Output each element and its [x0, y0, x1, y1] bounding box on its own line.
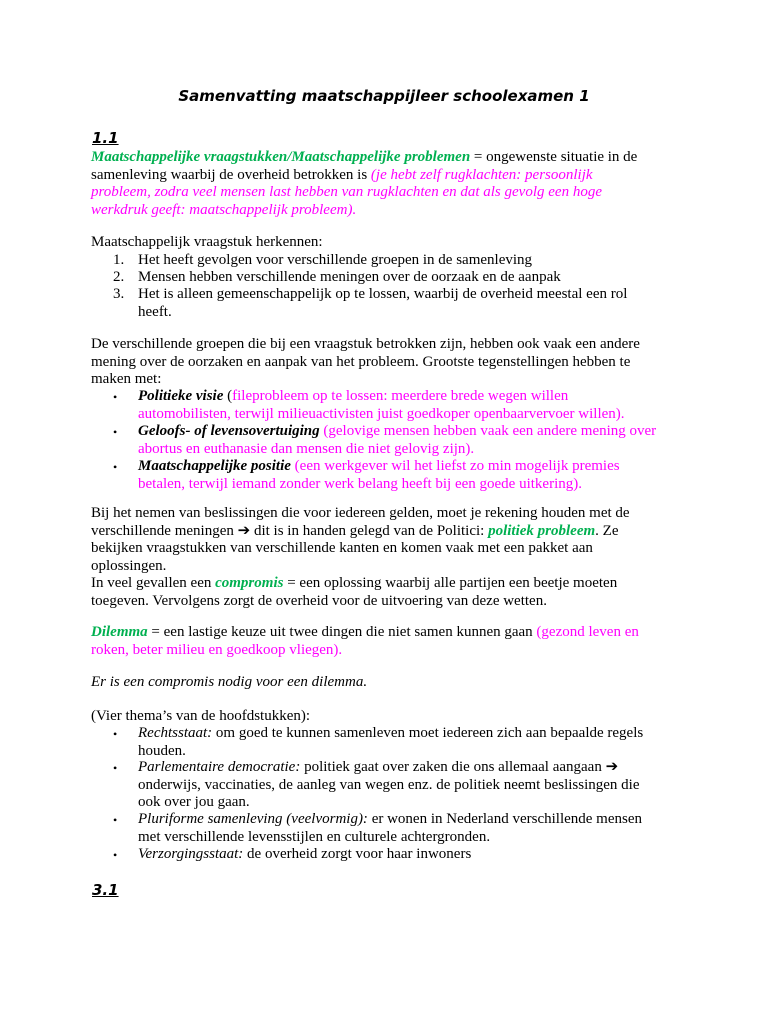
section-heading-1-1: 1.1 [92, 129, 119, 147]
dilemma-paragraph: Dilemma = een lastige keuze uit twee dingen die niet samen kunnen gaan (gezond leven en roken, beter milieu en goedkoop vliegen). [91, 624, 639, 658]
note-line: Er is een compromis nodig voor een dilemma. [91, 674, 368, 690]
list-item: Het heeft gevolgen voor verschillende groepen in de samenleving [138, 252, 533, 268]
bullet: • [113, 390, 118, 404]
list-item: Verzorgingsstaat: de overheid zorgt voor haar inwoners [138, 846, 472, 862]
definition-paragraph: Maatschappelijke vraagstukken/Maatschappelijke problemen = ongewenste situatie in de samenleving waarbij de overheid betrokken is (je hebt zelf rugklachten: persoonlijk probleem, zodra veel mensen last hebben van rugklachten en dat als gevolg een hoge werkdruk geeft: maatschappelijk probleem). [91, 149, 638, 218]
list-item: Maatschappelijke positie (een werkgever wil het liefst zo min mogelijk premies betalen, terwijl iemand zonder werk belang heeft bij een goede uitkering). [138, 458, 620, 492]
groups-paragraph: De verschillende groepen die bij een vraagstuk betrokken zijn, hebben ook vaak een andere mening over de oorzaken en aanpak van het probleem. Grootste tegenstellingen hebben te maken met: [91, 336, 640, 387]
term-dilemma: Dilemma [91, 624, 148, 640]
list-number: 2. [113, 269, 125, 285]
list-item: Pluriforme samenleving (veelvormig): er wonen in Nederland verschillende mensen met verschillende levensstijlen en culturele achtergronden. [138, 811, 643, 845]
term-compromis: compromis [215, 575, 284, 591]
list-number: 1. [113, 252, 125, 268]
list-item: Geloofs- of levensovertuiging (gelovige mensen hebben vaak een andere mening over abortus en euthanasie dan mensen die niet gelovig zijn). [138, 423, 657, 457]
list-item: Mensen hebben verschillende meningen over de oorzaak en de aanpak [138, 269, 561, 285]
section-heading-3-1: 3.1 [92, 881, 119, 899]
bullet: • [113, 425, 118, 439]
politics-paragraph: Bij het nemen van beslissingen die voor iedereen gelden, moet je rekening houden met de verschillende meningen ➔ dit is in handen gelegd van de Politici: politiek probleem. Ze bekijken vraagstukken van verschillende kanten en komen vaak met een pakket aan oplossingen. In veel gevallen een compromis = een oplossing waarbij alle partijen een beetje moeten toegeven. Vervolgens zorgt de overheid voor de uitvoering van deze wetten. [91, 505, 630, 609]
list-number: 3. [113, 286, 125, 302]
bullet: • [113, 848, 118, 862]
bullet: • [113, 813, 118, 827]
list-item: Politieke visie (fileprobleem op te lossen: meerdere brede wegen willen automobilisten, terwijl milieuactivisten juist goedkoper openbaarvervoer willen). [138, 388, 625, 422]
recognize-intro: Maatschappelijk vraagstuk herkennen: [91, 234, 323, 250]
list-item: Rechtsstaat: om goed te kunnen samenleven moet iedereen zich aan bepaalde regels houden. [138, 725, 644, 759]
document-title: Samenvatting maatschappijleer schoolexamen 1 [178, 87, 590, 105]
list-item: Parlementaire democratie: politiek gaat over zaken die ons allemaal aangaan ➔ onderwijs, vaccinaties, de aanleg van wegen enz. de politiek neemt beslissingen die ook over jou gaan. [138, 759, 640, 810]
arrow-right-icon: ➔ [237, 522, 251, 539]
bullet: • [113, 727, 118, 741]
bullet: • [113, 761, 118, 775]
term-politiek-probleem: politiek probleem [488, 522, 596, 539]
term-maatschappelijke-vraagstukken: Maatschappelijke vraagstukken/Maatschappelijke problemen [91, 149, 471, 165]
list-item: Het is alleen gemeenschappelijk op te lossen, waarbij de overheid meestal een rol heeft. [138, 286, 628, 320]
bullet: • [113, 460, 118, 474]
themes-intro: (Vier thema’s van de hoofdstukken): [91, 708, 311, 724]
